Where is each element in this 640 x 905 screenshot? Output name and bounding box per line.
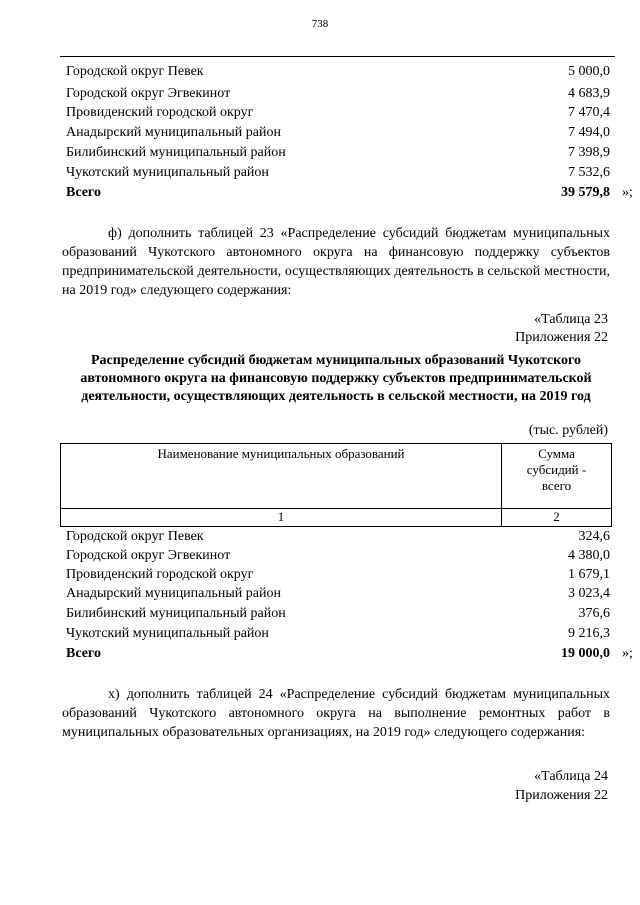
table-top-rule xyxy=(60,56,615,57)
table23-ref-line2: Приложения 22 xyxy=(515,330,608,345)
col2-header-line2: субсидий - xyxy=(526,462,587,477)
paragraph-h-text: х) дополнить таблицей 24 «Распределение субсидий бюджетам муниципальных образований Чукотского автономного округа на выполнение ремонтных работ в муниципальных образовательных организациях, на 2019 год» следующего содержания: xyxy=(62,687,610,740)
table-row-name: Билибинский муниципальный район xyxy=(66,606,286,621)
table-row-name: Провиденский городской округ xyxy=(66,105,254,120)
table-row-name: Провиденский городской округ xyxy=(66,567,254,582)
table-row-value: 9 216,3 xyxy=(568,626,610,641)
table-row-name: Анадырский муниципальный район xyxy=(66,586,281,601)
table24-ref-line2: Приложения 22 xyxy=(515,788,608,803)
paragraph-h xyxy=(62,685,610,742)
table23-header xyxy=(60,443,612,527)
paragraph-f-text: ф) дополнить таблицей 23 «Распределение субсидий бюджетам муниципальных образований Чукотского автономного округа на финансовую поддержку субъектов предпринимательской деятельности, осуществляющих деятельность в сельской местности, на 2019 год» следующего содержания: xyxy=(62,226,610,298)
table-row-value: 7 398,9 xyxy=(568,145,610,160)
table-row-name: Чукотский муниципальный район xyxy=(66,626,269,641)
col2-number: 2 xyxy=(502,509,612,527)
table-row-value: 5 000,0 xyxy=(568,64,610,79)
table-row-name: Городской округ Певек xyxy=(66,64,204,79)
table-row-value: 1 679,1 xyxy=(568,567,610,582)
table23-title: Распределение субсидий бюджетам муниципальных образований Чукотского автономного округа на финансовую поддержку субъектов предпринимательской деятельности, осуществляющих деятельность в сельской местности, на 2019 год xyxy=(80,353,592,404)
col1-number: 1 xyxy=(61,509,502,527)
table23-ref-line1: «Таблица 23 xyxy=(534,312,608,327)
table-total-value: 39 579,8 xyxy=(561,185,610,200)
table-total-label: Всего xyxy=(66,185,101,200)
table-row-value: 4 380,0 xyxy=(568,548,610,563)
closing-quote: »; xyxy=(622,646,633,661)
col2-header-line1: Сумма xyxy=(538,446,575,461)
table-row-name: Анадырский муниципальный район xyxy=(66,125,281,140)
table-row-name: Городской округ Эгвекинот xyxy=(66,548,231,563)
table-row-value: 7 494,0 xyxy=(568,125,610,140)
table24-ref-line1: «Таблица 24 xyxy=(534,769,608,784)
table23-units: (тыс. рублей) xyxy=(528,423,608,438)
paragraph-f xyxy=(62,224,610,300)
table-row-value: 4 683,9 xyxy=(568,86,610,101)
col2-header xyxy=(502,444,612,509)
table-row-name: Чукотский муниципальный район xyxy=(66,165,269,180)
page-number: 738 xyxy=(311,18,329,30)
table-row-value: 7 532,6 xyxy=(568,165,610,180)
table-row-name: Билибинский муниципальный район xyxy=(66,145,286,160)
col2-header-line3: всего xyxy=(541,478,572,493)
table-row-name: Городской округ Певек xyxy=(66,529,204,544)
table-row-value: 7 470,4 xyxy=(568,105,610,120)
table-row-value: 376,6 xyxy=(578,606,610,621)
table-row-name: Городской округ Эгвекинот xyxy=(66,86,231,101)
table-total-label: Всего xyxy=(66,646,101,661)
table-row-value: 3 023,4 xyxy=(568,586,610,601)
col1-header: Наименование муниципальных образований xyxy=(61,444,502,509)
table-total-value: 19 000,0 xyxy=(561,646,610,661)
closing-quote: »; xyxy=(622,185,633,200)
table-row-value: 324,6 xyxy=(578,529,610,544)
